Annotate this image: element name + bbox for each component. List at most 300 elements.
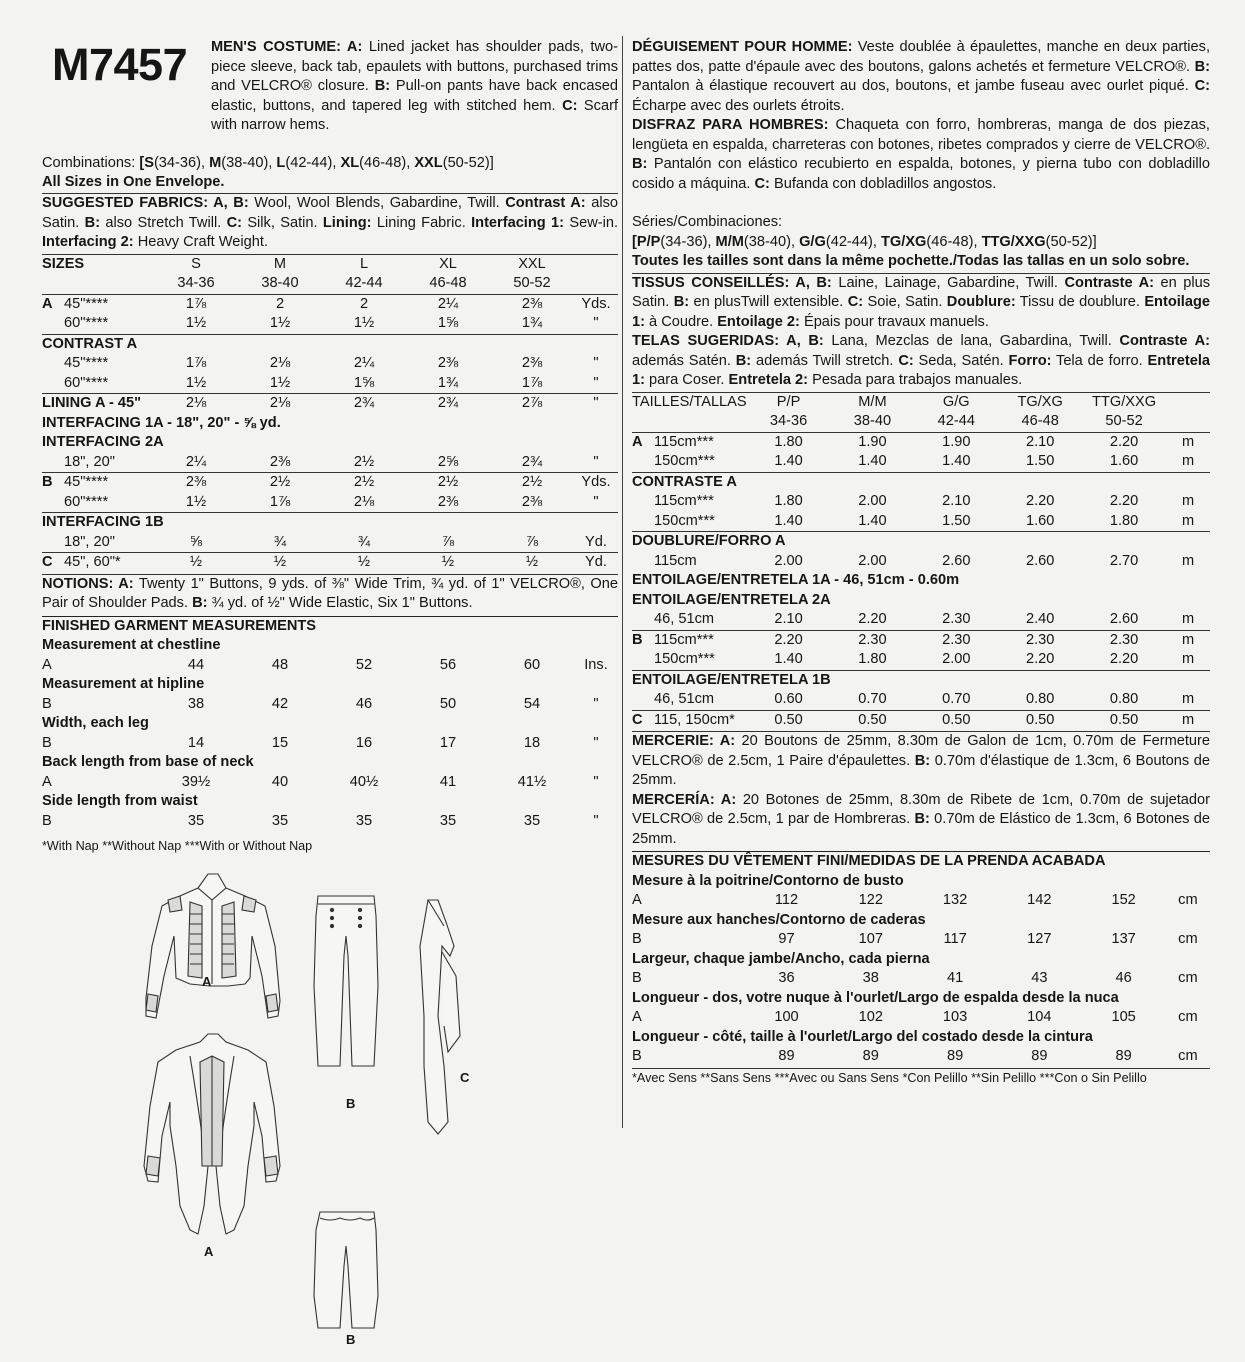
yardage-value: 2.60 (1025, 552, 1055, 569)
text-segment: Entretela 2: (728, 372, 809, 388)
measurement-value: 16 (355, 734, 373, 751)
combinations-fr (632, 233, 1210, 253)
yardage-value: 1.80 (747, 432, 831, 452)
text-segment: Soie, Satin. (863, 294, 947, 310)
yardage-row (42, 473, 618, 493)
yardage-value: 1.40 (942, 453, 971, 469)
yardage-label (632, 630, 747, 650)
measurement-value: 46 (355, 695, 373, 712)
finished-title-en: FINISHED GARMENT MEASUREMENTS (42, 617, 317, 634)
yardage-value: 1.90 (914, 432, 998, 452)
yardage-value: 2⅜ (521, 493, 543, 510)
text-segment: TISSUS CONSEILLÉS: A, B: (632, 274, 832, 291)
measurement-value: 89 (862, 1048, 879, 1064)
text-segment: DISFRAZ PARA HOMBRES: (632, 117, 829, 133)
measurement-title: Measurement at hipline (42, 676, 205, 692)
yardage-value: 2.10 (774, 611, 803, 627)
scarf-drawing (420, 900, 460, 1134)
yardage-value: 2½ (322, 473, 406, 493)
text-segment: TTG/XXG (981, 233, 1046, 250)
yardage-value: 1¾ (521, 315, 543, 331)
size-header-row (632, 393, 1210, 413)
yardage-value: 1.40 (774, 453, 803, 469)
yardage-value: 0.50 (914, 710, 998, 730)
yardage-label (42, 453, 154, 473)
measurement-value: 89 (946, 1048, 964, 1064)
yardage-value: 0.80 (1025, 691, 1055, 707)
yardage-value: 0.50 (831, 710, 915, 730)
measurement-title: Measurement at chestline (42, 637, 221, 653)
yardage-label (42, 533, 154, 553)
text-segment: à Coudre. (644, 313, 718, 330)
yardage-value: 2.00 (942, 651, 971, 667)
yardage-value: 1.80 (1109, 512, 1139, 529)
text-segment: B: (914, 752, 931, 769)
measurement-value: 105 (1111, 1009, 1136, 1025)
suggested-fabrics-fr (632, 274, 1210, 333)
measurement-title: Longueur - dos, votre nuque à l'ourlet/Largo de espalda desde la nuca (632, 989, 1119, 1006)
size-name: L (359, 255, 369, 272)
yardage-value: 1¾ (437, 374, 459, 391)
yardage-value: 2½ (406, 473, 490, 493)
measurement-title-row (632, 989, 1210, 1009)
text-segment: C: (898, 352, 914, 369)
yardage-row (632, 452, 1210, 472)
text-segment: XL (340, 155, 360, 171)
yardage-value: 1.50 (942, 512, 971, 529)
size-range: 34-36 (177, 275, 215, 291)
text-segment: NOTIONS: A: (42, 575, 134, 592)
notions-fr (632, 732, 1210, 791)
text-segment: Chaqueta con forro, hombreras, manga de dos piezas, lengüeta en espalda, charreteras con botones, ribetes comprados y cierre de VELCRO®. (632, 117, 1210, 153)
description-en (211, 38, 618, 136)
yardage-value: ½ (154, 553, 238, 573)
yardage-label (632, 512, 747, 532)
yardage-unit: m (1181, 611, 1195, 627)
text-segment: Heavy Craft Weight. (133, 234, 269, 250)
fabric-width: 46, 51cm (654, 611, 715, 627)
finished-title-fr: MESURES DU VÊTEMENT FINI/MEDIDAS DE LA PRENDA ACABADA (632, 853, 1106, 869)
yardage-value: 2½ (238, 473, 322, 493)
text-segment: Forro: (1008, 352, 1052, 369)
text-segment: M (209, 155, 222, 171)
description-fr (632, 38, 1210, 116)
measurement-value: 38 (862, 970, 879, 986)
yardage-row (632, 552, 1210, 572)
text-segment: Lana, Mezclas de lana, Gabardina, Twill. (823, 333, 1120, 349)
view-b-front-label: B (346, 1096, 356, 1111)
yardage-value: 0.70 (942, 691, 971, 707)
size-range: 42-44 (937, 413, 975, 429)
measurement-value: 152 (1111, 892, 1136, 908)
text-segment: Entretela 1: (632, 352, 1210, 388)
fabric-width: 115, 150cm* (654, 711, 735, 728)
yardage-value: 0.50 (1082, 710, 1166, 730)
measurement-value: 44 (187, 656, 205, 673)
measurement-value: 41½ (517, 773, 547, 790)
yardage-label (42, 294, 154, 314)
yardage-unit: m (1181, 552, 1195, 569)
yardage-value: 2.30 (914, 630, 998, 650)
text-segment: Tela de forro. (1051, 352, 1148, 369)
yardage-label (42, 354, 154, 374)
suggested-fabrics-es (632, 332, 1210, 391)
nap-note-fr: *Avec Sens **Sans Sens ***Avec ou Sans Sens *Con Pelillo **Sin Pelillo ***Con o Sin Pelillo (632, 1070, 1147, 1085)
yardage-value: 2.20 (1082, 432, 1166, 452)
spacer (574, 274, 618, 294)
yardage-row (632, 630, 1210, 650)
measurement-value: 103 (942, 1009, 968, 1025)
finished-table-en (42, 636, 618, 831)
yardage-label (632, 492, 747, 512)
yardage-row (632, 650, 1210, 670)
size-name: XL (439, 255, 457, 272)
yardage-value: 2.20 (1109, 651, 1139, 667)
text-segment: 20 Botones de 25mm, 8.30m de Ribete de 1cm, 0.70m de sujetador VELCRO® de 2.5cm, 1 par de Hombreras. (632, 791, 1211, 827)
size-name: M (273, 255, 287, 272)
view-letter: B (632, 631, 643, 648)
view-letter: A (42, 656, 52, 673)
yardage-row (42, 453, 618, 473)
view-letter: B (42, 695, 52, 712)
jacket-back-drawing (144, 1034, 280, 1234)
yardage-value: 2.20 (1025, 493, 1055, 509)
text-segment: Scarf with narrow hems. (211, 97, 618, 133)
yardage-value: 2½ (353, 453, 375, 470)
yardage-row (42, 354, 618, 374)
text-segment: Contrast A: (505, 195, 586, 211)
text-segment: Contraste A: (1064, 274, 1154, 291)
yardage-value: 2.00 (858, 493, 887, 509)
text-segment: L (276, 155, 286, 171)
measurement-title: Mesure aux hanches/Contorno de caderas (632, 911, 926, 928)
measurement-value: 40 (271, 773, 289, 790)
text-segment: (46-48), (926, 233, 982, 250)
measurement-row (632, 1008, 1210, 1028)
measurement-value: 35 (271, 812, 289, 829)
measurement-value: 89 (1031, 1048, 1048, 1064)
measurement-unit: cm (1178, 970, 1198, 986)
yardage-value: 2⅜ (269, 453, 291, 470)
yardage-label (42, 493, 154, 513)
text-segment: además Satén. (632, 352, 736, 369)
text-segment: also Satin. (42, 195, 618, 231)
text-segment: Pantalon à élastique recouvert au dos, boutons, et jambe fuseau avec ourlet piqué. (632, 78, 1195, 94)
yardage-label (632, 690, 747, 710)
measurement-value: 15 (271, 734, 289, 751)
measurement-unit: cm (1178, 1048, 1198, 1064)
measurement-value: 14 (187, 734, 205, 751)
yardage-value: 2⅜ (437, 355, 459, 371)
text-segment: C: (754, 175, 770, 192)
yardage-value: 2 (322, 294, 406, 314)
measurement-title: Back length from base of neck (42, 754, 254, 770)
view-letter: A (632, 892, 642, 908)
text-segment: C: (1194, 78, 1210, 94)
pattern-number: M7457 (52, 39, 188, 90)
yardage-row (632, 571, 1210, 591)
yardage-value: 2.00 (858, 552, 887, 569)
text-segment: XXL (414, 155, 443, 171)
yardage-label (632, 452, 747, 472)
yardage-heading: ENTOILAGE/ENTRETELA 1A - 46, 51cm - 0.60m (632, 572, 960, 588)
measurement-title-row (42, 675, 618, 695)
measurement-title: Mesure à la poitrine/Contorno de busto (632, 872, 904, 889)
yardage-value: ⅝ (189, 533, 203, 550)
text-segment: B: (673, 294, 690, 310)
text-segment: C: (847, 294, 864, 310)
view-letter: B (632, 970, 642, 986)
text-segment: Contraste A: (1119, 333, 1210, 349)
yardage-unit: " (593, 355, 599, 371)
yardage-heading: INTERFACING 1B (42, 513, 618, 533)
fabric-width: 45", 60"* (64, 554, 121, 570)
yardage-label: LINING A - 45" (42, 394, 154, 414)
yardage-value: 2.20 (858, 611, 887, 627)
text-segment: además Twill stretch. (751, 352, 899, 369)
yardage-unit: " (593, 374, 599, 391)
text-segment: B: (192, 595, 208, 611)
yardage-value: ¾ (357, 533, 371, 550)
measurement-row (632, 930, 1210, 950)
measurement-unit: " (593, 812, 599, 829)
fabric-width: 45"**** (64, 295, 109, 312)
jacket-front-drawing (146, 874, 280, 1018)
measurement-unit: cm (1178, 1009, 1198, 1025)
yardage-value: 2.30 (998, 630, 1082, 650)
series-label: Séries/Combinaciones: (632, 214, 783, 230)
combinations-en (42, 154, 618, 174)
yardage-value: 1½ (185, 493, 207, 510)
yardage-row (42, 433, 618, 453)
measurement-title: Width, each leg (42, 715, 149, 731)
text-segment: Twenty 1" Buttons, 9 yds. of ⅜" Wide Trim, ¾ yd. of 1" VELCRO®, One Pair of Shoulder Pads. (42, 575, 618, 611)
yardage-unit: " (593, 315, 599, 331)
text-segment: para Coser. (644, 372, 729, 388)
yardage-value: 2.10 (942, 493, 971, 509)
view-letter: B (42, 474, 53, 490)
size-range: 46-48 (1021, 413, 1059, 429)
spacer (574, 255, 618, 275)
yardage-unit: m (1166, 630, 1210, 650)
yardage-row (632, 532, 1210, 552)
yardage-value: 1⅞ (185, 355, 207, 371)
yardage-value: 1½ (185, 374, 207, 391)
text-segment: 0.70m d'élastique de 1.3cm, 6 Boutons de 25mm. (632, 752, 1210, 788)
yardage-unit: Yd. (585, 533, 607, 550)
measurement-value: 104 (1027, 1009, 1052, 1025)
text-segment: DÉGUISEMENT POUR HOMME: (632, 39, 853, 55)
measurement-title: Largeur, chaque jambe/Ancho, cada pierna (632, 950, 930, 967)
measurement-unit: cm (1178, 931, 1198, 947)
yardage-row (42, 294, 618, 314)
view-letter: B (632, 931, 642, 947)
text-segment: Interfacing 1: (471, 214, 565, 231)
yardage-row (42, 374, 618, 394)
yardage-heading: CONTRASTE A (632, 472, 1210, 492)
yardage-row (42, 533, 618, 553)
yardage-value: ⅞ (525, 533, 539, 550)
text-segment: Lining Fabric. (371, 214, 472, 231)
yardage-value: 2⅜ (154, 473, 238, 493)
yardage-value: 1½ (353, 315, 375, 331)
yardage-row (42, 553, 618, 573)
size-range: 38-40 (261, 275, 299, 291)
yardage-value: ½ (238, 553, 322, 573)
measurement-value: 107 (858, 931, 883, 947)
text-segment: Entoilage 1: (632, 294, 1210, 330)
yardage-value: 2.30 (942, 611, 971, 627)
yardage-value: 2.20 (1109, 493, 1139, 509)
text-segment: (50-52)] (1045, 233, 1097, 250)
measurement-title-row (632, 911, 1210, 931)
text-segment: Laine, Lainage, Gabardine, Twill. (831, 274, 1065, 291)
measurement-title-row (42, 753, 618, 773)
measurement-value: 54 (523, 695, 541, 712)
measurement-value: 122 (858, 892, 883, 908)
text-segment: Wool, Wool Blends, Gabardine, Twill. (248, 195, 506, 211)
yardage-unit: Yds. (574, 473, 618, 493)
text-segment: Écharpe avec des ourlets étroits. (632, 97, 845, 114)
measurement-value: 36 (778, 970, 795, 986)
yardage-value: 2⅛ (154, 394, 238, 414)
measurement-value: 50 (439, 695, 457, 712)
yardage-label (632, 432, 747, 452)
yardage-value: 2.30 (831, 630, 915, 650)
yardage-value: ⅞ (441, 533, 455, 550)
yardage-heading: CONTRAST A (42, 334, 618, 354)
yardage-value: 1⅞ (269, 493, 291, 510)
yardage-value: 1½ (185, 315, 207, 331)
text-segment: TG/XG (881, 233, 927, 250)
text-segment: B: (914, 811, 930, 827)
yardage-label (632, 710, 747, 730)
yardage-value: 2.20 (747, 630, 831, 650)
measurement-row (42, 695, 618, 715)
sizes-label: SIZES (42, 255, 85, 272)
text-segment: (46-48), (359, 155, 415, 171)
yardage-unit: Yds. (574, 294, 618, 314)
yardage-value: 0.50 (998, 710, 1082, 730)
yardage-unit: " (574, 394, 618, 414)
yardage-value: 1.90 (831, 432, 915, 452)
measurement-title-row (42, 636, 618, 656)
size-name: G/G (942, 393, 970, 410)
yardage-row (42, 493, 618, 513)
measurement-title: Side length from waist (42, 793, 198, 809)
yardage-row (42, 414, 618, 434)
text-segment: Tissu de doublure. (1015, 294, 1145, 310)
text-segment: Lining: (322, 214, 372, 231)
text-segment: B: (84, 214, 101, 231)
yardage-value: 2⅞ (490, 394, 574, 414)
yardage-row (632, 512, 1210, 532)
measurement-unit: " (593, 734, 599, 751)
measurement-value: 89 (1115, 1048, 1132, 1064)
size-range-row (42, 274, 618, 294)
measurement-row (42, 734, 618, 754)
yardage-label (42, 314, 154, 334)
view-a-back-label: A (204, 1244, 214, 1259)
yardage-value: 2¾ (322, 394, 406, 414)
text-segment: C: (226, 214, 242, 231)
yardage-value: 2.60 (1109, 611, 1139, 627)
size-header-row (42, 255, 618, 275)
fabric-width: 115cm (654, 552, 697, 569)
fabric-width: 46, 51cm (654, 691, 715, 707)
measurement-title-row (42, 714, 618, 734)
measurement-value: 42 (271, 695, 289, 712)
text-segment: (38-40), (221, 155, 277, 171)
text-segment: 0.70m de Elástico de 1.3cm, 6 Botones de 25mm. (632, 811, 1210, 847)
fabric-width: 150cm*** (654, 651, 715, 667)
yardage-row (632, 670, 1210, 690)
yardage-unit: Yd. (574, 553, 618, 573)
yardage-row (632, 472, 1210, 492)
yardage-value: 1½ (269, 374, 291, 391)
fabric-width: 60"**** (64, 374, 109, 391)
yardage-value: 2.10 (998, 432, 1082, 452)
yardage-value: 2.30 (1082, 630, 1166, 650)
text-segment: (34-36), (153, 155, 210, 171)
size-name: S (191, 255, 201, 272)
measurement-unit: Ins. (584, 656, 608, 673)
yardage-value: 2.20 (1025, 651, 1055, 667)
measurement-value: 52 (355, 656, 373, 673)
text-segment: SUGGESTED FABRICS: A, B: (42, 195, 249, 211)
size-name: P/P (776, 393, 801, 410)
size-range: 46-48 (429, 275, 467, 291)
view-a-front-label: A (202, 974, 212, 989)
measurement-value: 97 (778, 931, 795, 947)
view-letter: C (42, 554, 53, 570)
text-segment: Combinations: (42, 155, 140, 171)
size-name: TTG/XXG (1092, 393, 1157, 410)
measurement-title-row (632, 950, 1210, 970)
fabric-width: 60"**** (64, 315, 109, 331)
text-segment: Pesada para trabajos manuales. (808, 372, 1023, 388)
yardage-value: 1⅝ (437, 315, 459, 331)
measurement-value: 39½ (181, 773, 211, 790)
fabric-width: 45"**** (64, 355, 109, 371)
text-segment: Seda, Satén. (913, 352, 1009, 369)
fabric-width: 150cm*** (654, 453, 715, 469)
yardage-value: 2.60 (942, 552, 971, 569)
fabric-width: 115cm*** (654, 433, 714, 450)
text-segment: [S (139, 155, 154, 171)
text-segment: Pantalón con elástico recubierto en espalda, botones, y pierna tubo con dobladillo cosido a máquina. (632, 156, 1210, 192)
text-segment: (34-36), (660, 233, 716, 250)
yardage-value: 2.70 (1109, 552, 1139, 569)
measurement-row (632, 969, 1210, 989)
yardage-value: 2½ (490, 473, 574, 493)
column-divider (622, 36, 623, 1128)
yardage-row (42, 394, 618, 414)
spacer (632, 412, 747, 432)
yardage-value: 1.50 (1025, 453, 1055, 469)
text-segment: MERCERIE: A: (632, 733, 736, 749)
view-letter: B (42, 734, 52, 751)
measurement-value: 35 (523, 812, 541, 829)
yardage-value: 2⅜ (490, 294, 574, 314)
size-name: XXL (518, 255, 546, 272)
yardage-value: 1.40 (858, 453, 887, 469)
text-segment: (50-52)] (442, 155, 494, 171)
yardage-table-fr (632, 393, 1210, 731)
text-segment: MERCERÍA: A: (632, 791, 737, 808)
yardage-value: 1.60 (1109, 453, 1139, 469)
yardage-unit: " (593, 493, 599, 510)
